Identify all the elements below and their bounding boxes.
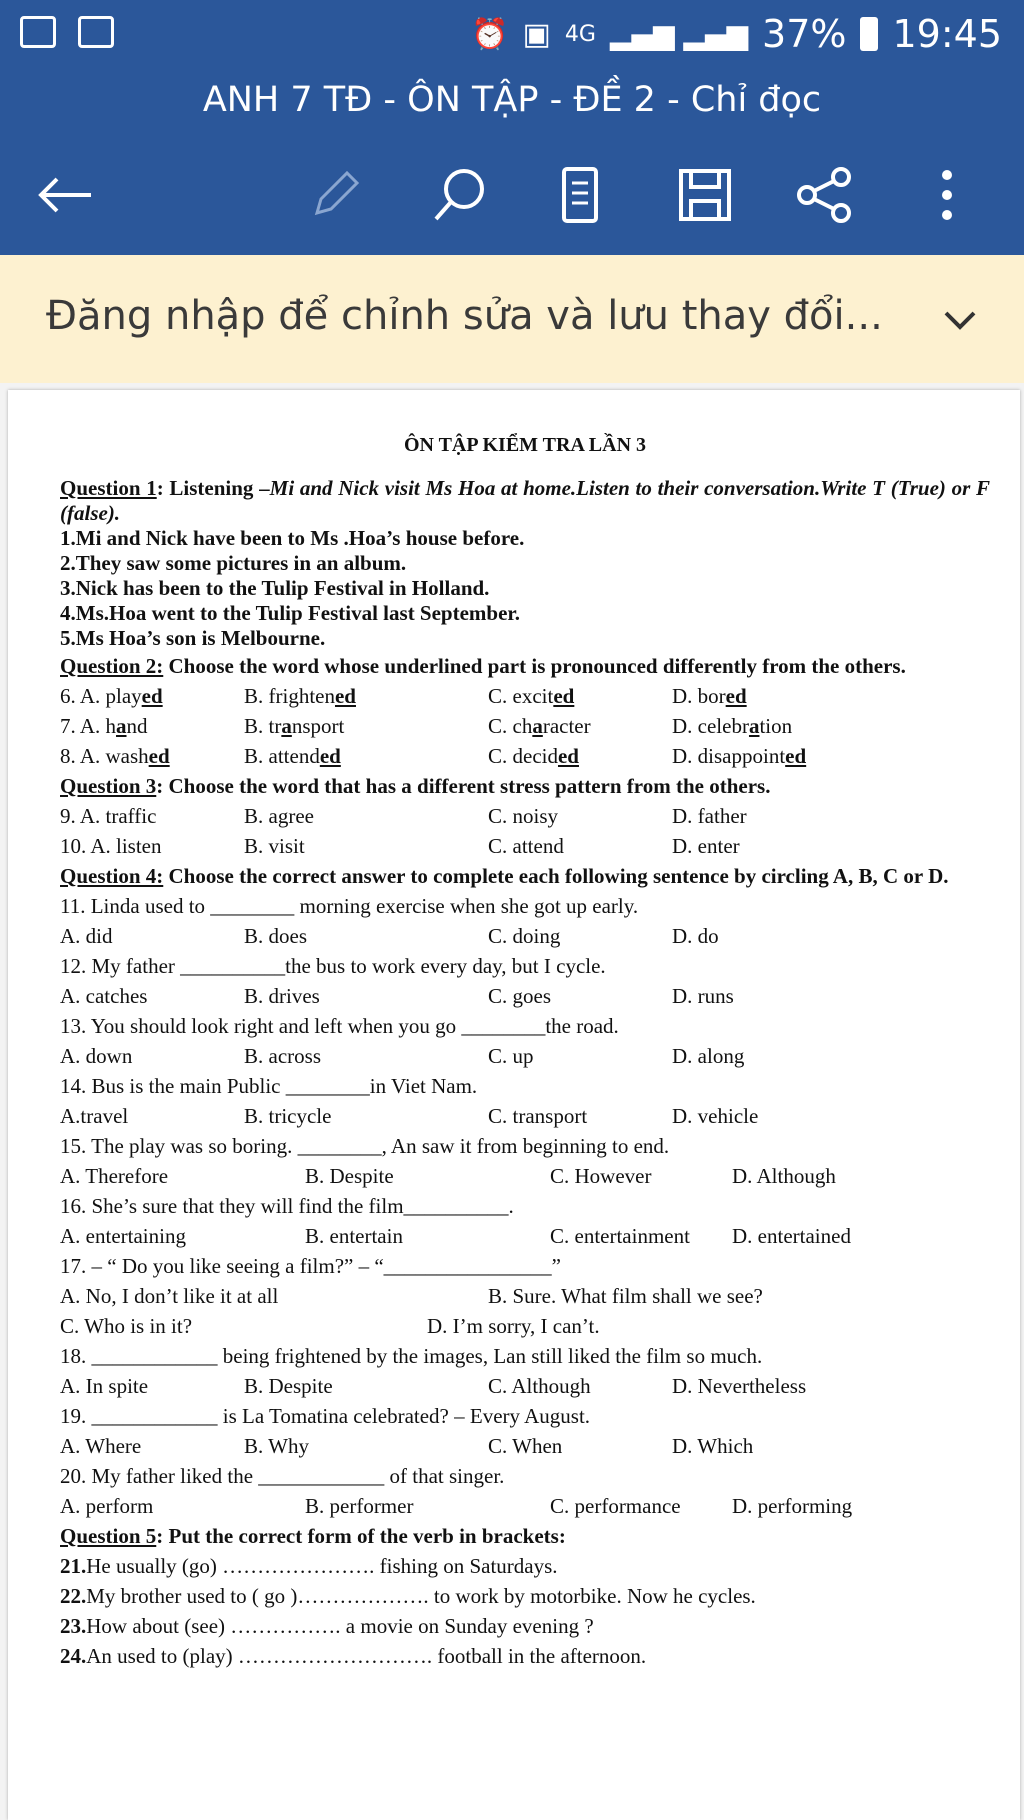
option bbox=[672, 681, 747, 711]
option: B. Despite bbox=[305, 1164, 394, 1188]
mail-notification-icon bbox=[78, 16, 114, 48]
fill-in-item bbox=[60, 1641, 990, 1671]
option: B. Despite bbox=[244, 1374, 333, 1398]
battery-percent: 37% bbox=[762, 12, 847, 56]
pencil-icon[interactable] bbox=[300, 160, 370, 230]
option: C. attend bbox=[488, 834, 564, 858]
underlined-part: a bbox=[748, 714, 760, 738]
q3-label: Question 3 bbox=[60, 774, 157, 798]
item-text: How about (see) ……………. a movie on Sunday evening ? bbox=[86, 1614, 594, 1638]
alarm-icon: ⏰ bbox=[471, 16, 509, 52]
question-1 bbox=[60, 476, 990, 651]
option-row bbox=[60, 741, 990, 771]
sign-in-banner[interactable] bbox=[0, 255, 1024, 383]
option: A. Where bbox=[60, 1434, 142, 1458]
option-row bbox=[60, 1311, 990, 1341]
document-title: ANH 7 TĐ - ÔN TẬP - ĐỀ 2 - Chỉ đọc bbox=[202, 80, 822, 120]
option-row bbox=[60, 1431, 990, 1461]
battery-icon bbox=[860, 17, 878, 51]
q1-label: Question 1 bbox=[60, 476, 157, 500]
underlined-part: ed bbox=[334, 684, 356, 708]
toolbar bbox=[0, 150, 1024, 240]
worksheet-title: ÔN TẬP KIỂM TRA LẦN 3 bbox=[403, 434, 647, 456]
underlined-part: ed bbox=[141, 684, 163, 708]
option-row bbox=[60, 831, 990, 861]
option: B. drives bbox=[244, 984, 320, 1008]
option: B. Why bbox=[244, 1434, 309, 1458]
option bbox=[244, 681, 356, 711]
underlined-part: ed bbox=[725, 684, 747, 708]
option: B. tricycle bbox=[244, 1104, 332, 1128]
option bbox=[672, 711, 792, 741]
option: C. goes bbox=[488, 984, 551, 1008]
option: D. entertained bbox=[732, 1224, 851, 1248]
option: A. entertaining bbox=[60, 1224, 186, 1248]
option bbox=[488, 711, 591, 741]
option-text: tion bbox=[759, 714, 793, 738]
option-text: 6. A. play bbox=[60, 684, 142, 708]
item-number: 22. bbox=[60, 1584, 87, 1608]
option bbox=[60, 711, 148, 741]
item-text: My brother used to ( go )………………. to work by motorbike. Now he cycles. bbox=[86, 1584, 756, 1608]
image-notification-icon bbox=[20, 16, 56, 48]
option: 10. A. listen bbox=[60, 834, 162, 858]
share-icon[interactable] bbox=[790, 160, 860, 230]
option-text: racter bbox=[542, 714, 591, 738]
option: D. performing bbox=[732, 1494, 853, 1518]
option bbox=[60, 741, 170, 771]
option: C. doing bbox=[488, 924, 561, 948]
option-text: D. disappoint bbox=[672, 744, 786, 768]
option: D. do bbox=[672, 924, 719, 948]
option-row bbox=[60, 681, 990, 711]
option: D. Although bbox=[732, 1164, 836, 1188]
question-4 bbox=[60, 861, 990, 1521]
question-stem: 15. The play was so boring. ________, An saw it from beginning to end. bbox=[60, 1134, 670, 1158]
option: C. noisy bbox=[488, 804, 559, 828]
underlined-part: ed bbox=[785, 744, 807, 768]
option: D. Nevertheless bbox=[672, 1374, 807, 1398]
question-stem: 14. Bus is the main Public ________in Viet Nam. bbox=[60, 1074, 478, 1098]
item-text: An used to (play) ………………………. football in the afternoon. bbox=[86, 1644, 647, 1668]
q5-label: Question 5 bbox=[60, 1524, 157, 1548]
option: C. entertainment bbox=[550, 1224, 690, 1248]
option: 9. A. traffic bbox=[60, 804, 157, 828]
underlined-part: ed bbox=[553, 684, 575, 708]
question-stem: 20. My father liked the ____________ of that singer. bbox=[60, 1464, 505, 1488]
option: D. I’m sorry, I can’t. bbox=[427, 1314, 600, 1338]
option: A. did bbox=[60, 924, 113, 948]
q1-item: 3.Nick has been to the Tulip Festival in Holland. bbox=[60, 576, 490, 600]
banner-text: Đăng nhập để chỉnh sửa và lưu thay đổi... bbox=[46, 293, 883, 339]
option-text: nd bbox=[126, 714, 148, 738]
underlined-part: a bbox=[281, 714, 292, 738]
q1-item: 1.Mi and Nick have been to Ms .Hoa’s house before. bbox=[60, 526, 525, 550]
option bbox=[244, 711, 344, 741]
option: D. enter bbox=[672, 834, 740, 858]
option-row bbox=[60, 801, 990, 831]
option-row bbox=[60, 1281, 990, 1311]
q4-text: Choose the correct answer to complete each following sentence by circling A, B, C or D. bbox=[163, 864, 949, 888]
question-stem: 11. Linda used to ________ morning exercise when she got up early. bbox=[60, 894, 639, 918]
option-row bbox=[60, 1161, 990, 1191]
item-number: 23. bbox=[60, 1614, 87, 1638]
option: A. catches bbox=[60, 984, 148, 1008]
underlined-part: ed bbox=[319, 744, 341, 768]
option bbox=[60, 681, 163, 711]
option: B. across bbox=[244, 1044, 321, 1068]
underlined-part: a bbox=[116, 714, 127, 738]
q1-instruction: Mi and Nick visit Ms Hoa at home.Listen to their conversation.Write T (True) or F (false). bbox=[60, 476, 990, 525]
item-text: He usually (go) …………………. fishing on Saturdays. bbox=[86, 1554, 558, 1578]
option: B. visit bbox=[244, 834, 305, 858]
option: B. agree bbox=[244, 804, 314, 828]
option-row bbox=[60, 1041, 990, 1071]
document-content bbox=[60, 430, 990, 1671]
search-icon[interactable] bbox=[425, 160, 495, 230]
underlined-part: a bbox=[532, 714, 543, 738]
option: C. When bbox=[488, 1434, 563, 1458]
question-stem: 19. ____________ is La Tomatina celebrated? – Every August. bbox=[60, 1404, 591, 1428]
option-text: B. tr bbox=[244, 714, 282, 738]
option bbox=[488, 681, 574, 711]
option bbox=[244, 741, 341, 771]
question-5 bbox=[60, 1521, 990, 1671]
option-text: C. ch bbox=[488, 714, 533, 738]
option-text: 8. A. wash bbox=[60, 744, 149, 768]
fill-in-item bbox=[60, 1611, 990, 1641]
save-icon[interactable] bbox=[670, 160, 740, 230]
option: A. No, I don’t like it at all bbox=[60, 1284, 279, 1308]
q2-label: Question 2: bbox=[60, 654, 164, 678]
underlined-part: ed bbox=[557, 744, 579, 768]
option bbox=[488, 741, 579, 771]
fill-in-item bbox=[60, 1551, 990, 1581]
q1-heading: : Listening – bbox=[156, 476, 270, 500]
nfc-icon: ▣ bbox=[522, 16, 551, 52]
signal-icon: ▂▄▆ ▂▄▆ bbox=[609, 17, 749, 51]
option: B. performer bbox=[305, 1494, 414, 1518]
option-row bbox=[60, 921, 990, 951]
option: D. vehicle bbox=[672, 1104, 759, 1128]
network-type: 4G bbox=[564, 21, 596, 47]
item-number: 21. bbox=[60, 1554, 87, 1578]
q1-item: 2.They saw some pictures in an album. bbox=[60, 551, 407, 575]
option-text: B. attend bbox=[244, 744, 320, 768]
q1-item: 4.Ms.Hoa went to the Tulip Festival last September. bbox=[60, 601, 521, 625]
q5-text: : Put the correct form of the verb in brackets: bbox=[156, 1524, 566, 1548]
option: D. Which bbox=[672, 1434, 754, 1458]
option-text: D. celebr bbox=[672, 714, 749, 738]
underlined-part: ed bbox=[148, 744, 170, 768]
option-row bbox=[60, 1371, 990, 1401]
option-row bbox=[60, 711, 990, 741]
question-stem: 18. ____________ being frightened by the images, Lan still liked the film so much. bbox=[60, 1344, 763, 1368]
option-row bbox=[60, 1221, 990, 1251]
document-page[interactable] bbox=[8, 390, 1020, 1820]
option-text: nsport bbox=[291, 714, 345, 738]
question-3 bbox=[60, 771, 990, 861]
option-row bbox=[60, 1101, 990, 1131]
option: B. entertain bbox=[305, 1224, 403, 1248]
option: D. along bbox=[672, 1044, 745, 1068]
q4-label: Question 4: bbox=[60, 864, 164, 888]
back-arrow-icon[interactable] bbox=[30, 160, 100, 230]
option: A. perform bbox=[60, 1494, 154, 1518]
option bbox=[672, 741, 806, 771]
q3-text: : Choose the word that has a different stress pattern from the others. bbox=[156, 774, 771, 798]
q2-text: Choose the word whose underlined part is pronounced differently from the others. bbox=[163, 654, 906, 678]
reading-view-icon[interactable] bbox=[545, 160, 615, 230]
option: B. Sure. What film shall we see? bbox=[488, 1284, 763, 1308]
question-stem: 17. – “ Do you like seeing a film?” – “________________” bbox=[60, 1254, 561, 1278]
question-stem: 12. My father __________the bus to work every day, but I cycle. bbox=[60, 954, 606, 978]
status-bar bbox=[0, 0, 1024, 70]
option-row bbox=[60, 981, 990, 1011]
option-text: C. excit bbox=[488, 684, 554, 708]
option-text: B. frighten bbox=[244, 684, 335, 708]
item-number: 24. bbox=[60, 1644, 87, 1668]
option: C. performance bbox=[550, 1494, 681, 1518]
option: C. up bbox=[488, 1044, 534, 1068]
option: A.travel bbox=[60, 1104, 129, 1128]
clock: 19:45 bbox=[892, 12, 1002, 56]
option: A. Therefore bbox=[60, 1164, 169, 1188]
app-header bbox=[0, 0, 1024, 255]
option: A. down bbox=[60, 1044, 133, 1068]
option: D. father bbox=[672, 804, 747, 828]
option-text: 7. A. h bbox=[60, 714, 117, 738]
fill-in-item bbox=[60, 1581, 990, 1611]
q1-item: 5.Ms Hoa’s son is Melbourne. bbox=[60, 626, 326, 650]
option-text: D. bor bbox=[672, 684, 726, 708]
question-stem: 13. You should look right and left when you go ________the road. bbox=[60, 1014, 619, 1038]
option: C. However bbox=[550, 1164, 652, 1188]
option: A. In spite bbox=[60, 1374, 149, 1398]
question-stem: 16. She’s sure that they will find the film__________. bbox=[60, 1194, 514, 1218]
option: B. does bbox=[244, 924, 307, 948]
option: C. Although bbox=[488, 1374, 591, 1398]
option-text: C. decid bbox=[488, 744, 558, 768]
option: D. runs bbox=[672, 984, 734, 1008]
option: C. transport bbox=[488, 1104, 588, 1128]
more-icon[interactable] bbox=[912, 160, 982, 230]
question-2 bbox=[60, 651, 990, 771]
option: C. Who is in it? bbox=[60, 1314, 193, 1338]
option-row bbox=[60, 1491, 990, 1521]
chevron-down-icon[interactable] bbox=[936, 297, 984, 345]
